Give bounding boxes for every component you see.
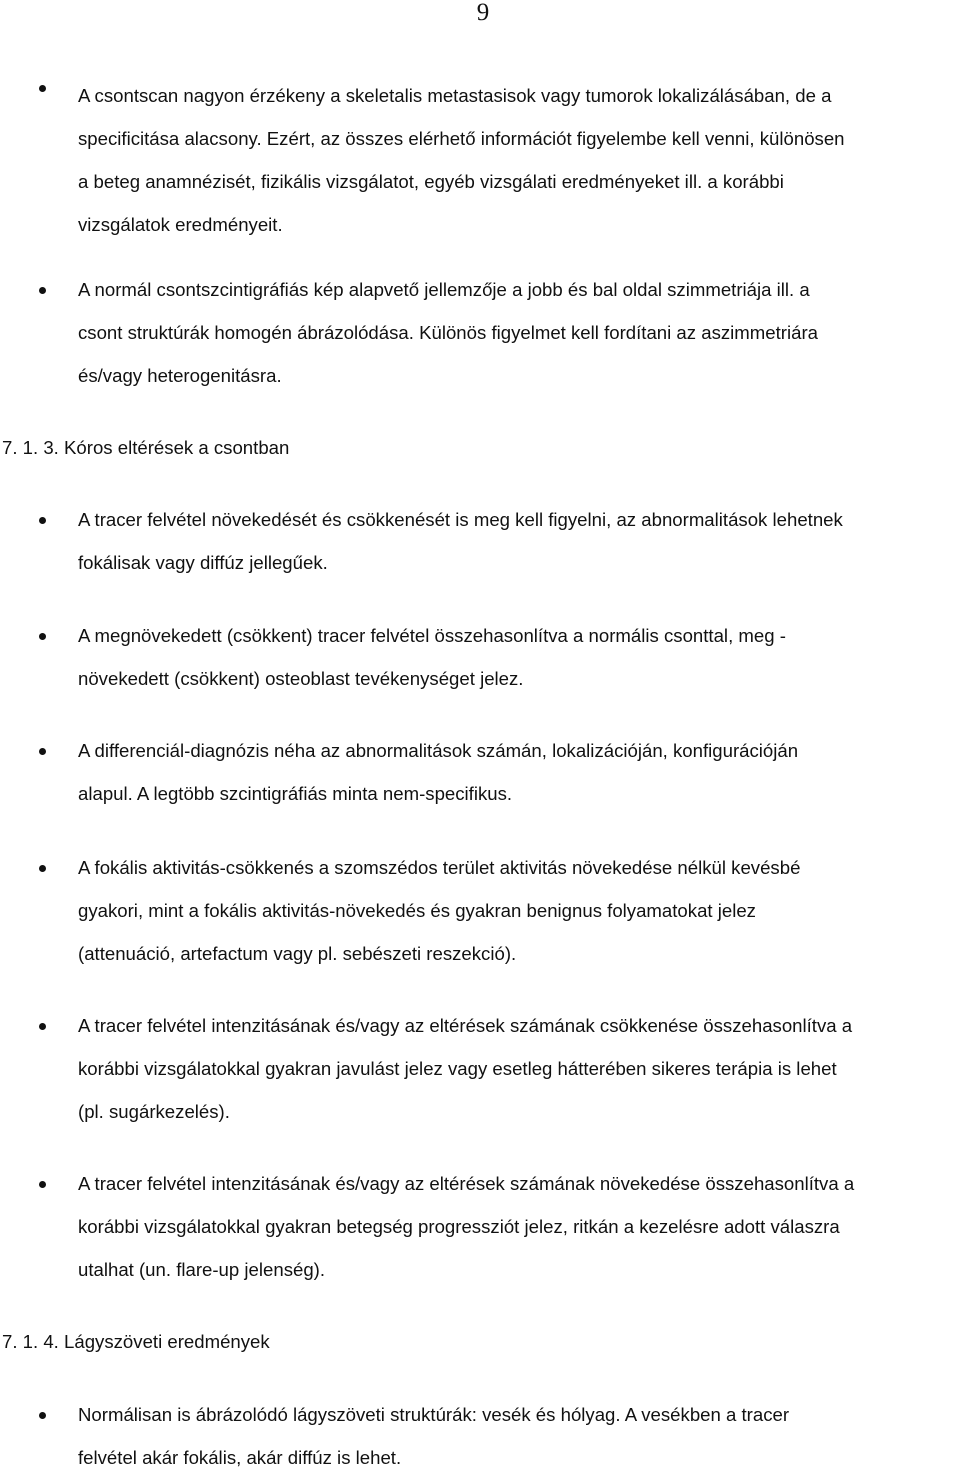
section-heading: 7. 1. 3. Kóros eltérések a csontban — [2, 437, 290, 458]
section-heading: 7. 1. 4. Lágyszöveti eredmények — [2, 1331, 270, 1352]
bullet-text — [78, 1162, 958, 1291]
text-line: (pl. sugárkezelés). — [78, 1101, 230, 1122]
text-line: és/vagy heterogenitásra. — [78, 365, 282, 386]
text-line: A megnövekedett (csökkent) tracer felvétel összehasonlítva a normális csonttal, meg - — [78, 625, 786, 646]
text-line: csont struktúrák homogén ábrázolódása. Különös figyelmet kell fordítani az aszimmetriára — [78, 322, 818, 343]
bullet-icon — [39, 748, 46, 755]
text-line: A tracer felvétel intenzitásának és/vagy az eltérések számának növekedése összehasonlítva a — [78, 1173, 855, 1194]
text-line: A tracer felvétel intenzitásának és/vagy az eltérések számának csökkenése összehasonlítva a — [78, 1015, 853, 1036]
page-number: 9 — [476, 0, 490, 26]
text-line: gyakori, mint a fokális aktivitás-növekedés és gyakran benignus folyamatokat jelez — [78, 900, 756, 921]
text-line: korábbi vizsgálatokkal gyakran javulást jelez vagy esetleg hátterében sikeres terápia is lehet — [78, 1058, 837, 1079]
bullet-icon — [39, 633, 46, 640]
bullet-text — [78, 614, 958, 700]
text-line: vizsgálatok eredményeit. — [78, 214, 283, 235]
bullet-icon — [39, 1181, 46, 1188]
bullet-text — [78, 74, 958, 246]
bullet-icon — [39, 287, 46, 294]
bullet-icon — [39, 517, 46, 524]
bullet-text — [78, 729, 958, 815]
bullet-text — [78, 1393, 958, 1479]
text-line: A csontscan nagyon érzékeny a skeletalis metastasisok vagy tumorok lokalizálásában, de a — [78, 85, 832, 106]
text-line: A differenciál-diagnózis néha az abnormalitások számán, lokalizációján, konfigurációján — [78, 740, 799, 761]
bullet-text — [78, 498, 958, 584]
bullet-icon — [39, 1023, 46, 1030]
text-line: specificitása alacsony. Ezért, az összes elérhető információt figyelembe kell venni, különösen — [78, 128, 845, 149]
text-line: utalhat (un. flare-up jelenség). — [78, 1259, 326, 1280]
text-line: felvétel akár fokális, akár diffúz is lehet. — [78, 1447, 402, 1468]
bullet-text — [78, 268, 958, 397]
text-line: A tracer felvétel növekedését és csökkenését is meg kell figyelni, az abnormalitások lehetnek — [78, 509, 843, 530]
bullet-text — [78, 846, 958, 975]
text-line: fokálisak vagy diffúz jellegűek. — [78, 552, 328, 573]
text-line: növekedett (csökkent) osteoblast tevékenységet jelez. — [78, 668, 524, 689]
text-line: korábbi vizsgálatokkal gyakran betegség progressziót jelez, ritkán a kezelésre adott válaszra — [78, 1216, 840, 1237]
bullet-icon — [39, 865, 46, 872]
bullet-text — [78, 1004, 958, 1133]
bullet-icon — [39, 85, 46, 92]
text-line: a beteg anamnézisét, fizikális vizsgálatot, egyéb vizsgálati eredményeket ill. a korábbi — [78, 171, 784, 192]
text-line: (attenuáció, artefactum vagy pl. sebészeti reszekció). — [78, 943, 517, 964]
text-line: Normálisan is ábrázolódó lágyszöveti struktúrák: vesék és hólyag. A vesékben a tracer — [78, 1404, 790, 1425]
text-line: alapul. A legtöbb szcintigráfiás minta nem-specifikus. — [78, 783, 513, 804]
text-line: A fokális aktivitás-csökkenés a szomszédos terület aktivitás növekedése nélkül kevésbé — [78, 857, 801, 878]
text-line: A normál csontszcintigráfiás kép alapvető jellemzője a jobb és bal oldal szimmetriája ill. a — [78, 279, 810, 300]
bullet-icon — [39, 1412, 46, 1419]
